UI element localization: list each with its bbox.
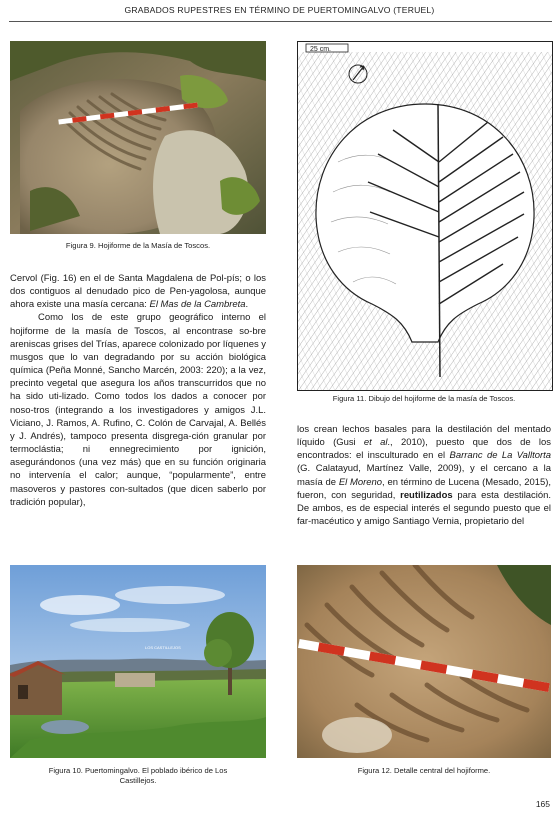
- paragraph-1: Cervol (Fig. 16) en el de Santa Magdalena de Pol-pís; o los dos contiguos al denudado pico de Pen-yagolosa, aunque ahora existe una masía cercana: El Mas de la Cambreta.: [10, 273, 266, 311]
- running-header: GRABADOS RUPESTRES EN TÉRMINO DE PUERTOMINGALVO (TERUEL): [124, 5, 435, 15]
- paragraph-3: los crean lechos basales para la destilación del mentado líquido (Gusi et al., 2010), puesto que dos de los encontrados: el insculturado en el Barranc de La Valltorta (G. Calatayud, Martínez Valle, 2009), y el cercano a la masía de El Moreno, en término de Lucena (Mesado, 2015), fueron, con seguridad, reutilizados para esta destilación. De ambos, es de especial interés el segundo puesto que el far-macéutico y amigo Santiago Vernia, propietario del: [297, 424, 551, 528]
- figure-10-caption-line-2: Castillejos.: [119, 776, 157, 785]
- figure-12-caption: Figura 12. Detalle central del hojiforme.: [357, 766, 491, 775]
- figure-12-photo: [297, 565, 551, 758]
- page-number: 165: [535, 799, 550, 809]
- figure-9-photo: [10, 41, 266, 234]
- left-column-text: [10, 272, 266, 509]
- figure-10-photo: [10, 565, 266, 758]
- poblado-label: LOS CASTILLEJOS: [145, 645, 181, 650]
- figure-10-caption: [10, 766, 266, 786]
- figure-11-drawing: [297, 41, 553, 391]
- figure-10-caption-line-1: Figura 10. Puertomingalvo. El poblado ibérico de Los: [48, 766, 228, 775]
- right-column-text: [297, 423, 551, 528]
- header-rule: [9, 21, 552, 22]
- figure-11-caption: Figura 11. Dibujo del hojiforme de la masía de Toscos.: [332, 394, 516, 403]
- scale-label: 25 cm.: [310, 46, 332, 53]
- paragraph-2: Como los de este grupo geográfico interno el hojiforme de la masía de Toscos, al encontrase so-bre areniscas grises del Trías, aparece colonizado por líquenes y musgos que lo van degradando por su acción biológica química (Peña Monné, Sancho Marcén, 2003: 220); a la vez, precinto vegetal que asegura los años transcurridos que no ha sido uti-lizado. Como todos los dados a conocer por noso-tros (integrando a los investigadores y amigos J.L. Viciano, J. Ramos, A. Rufino, C. Colón de Carvajal, A. Bellés y J. Andrés), tampoco presenta disgrega-ción granular por termoclástia; ni ennegrecimiento por ignición, asegurándonos (una vez más) que en su función originaria no intervenía el calor; aunque, “popularmente”, entre masoveros y pastores con-sultados (que dicen saberlo por tradición popular),: [10, 312, 267, 508]
- figure-9-caption: Figura 9. Hojiforme de la Masía de Toscos.: [65, 241, 211, 250]
